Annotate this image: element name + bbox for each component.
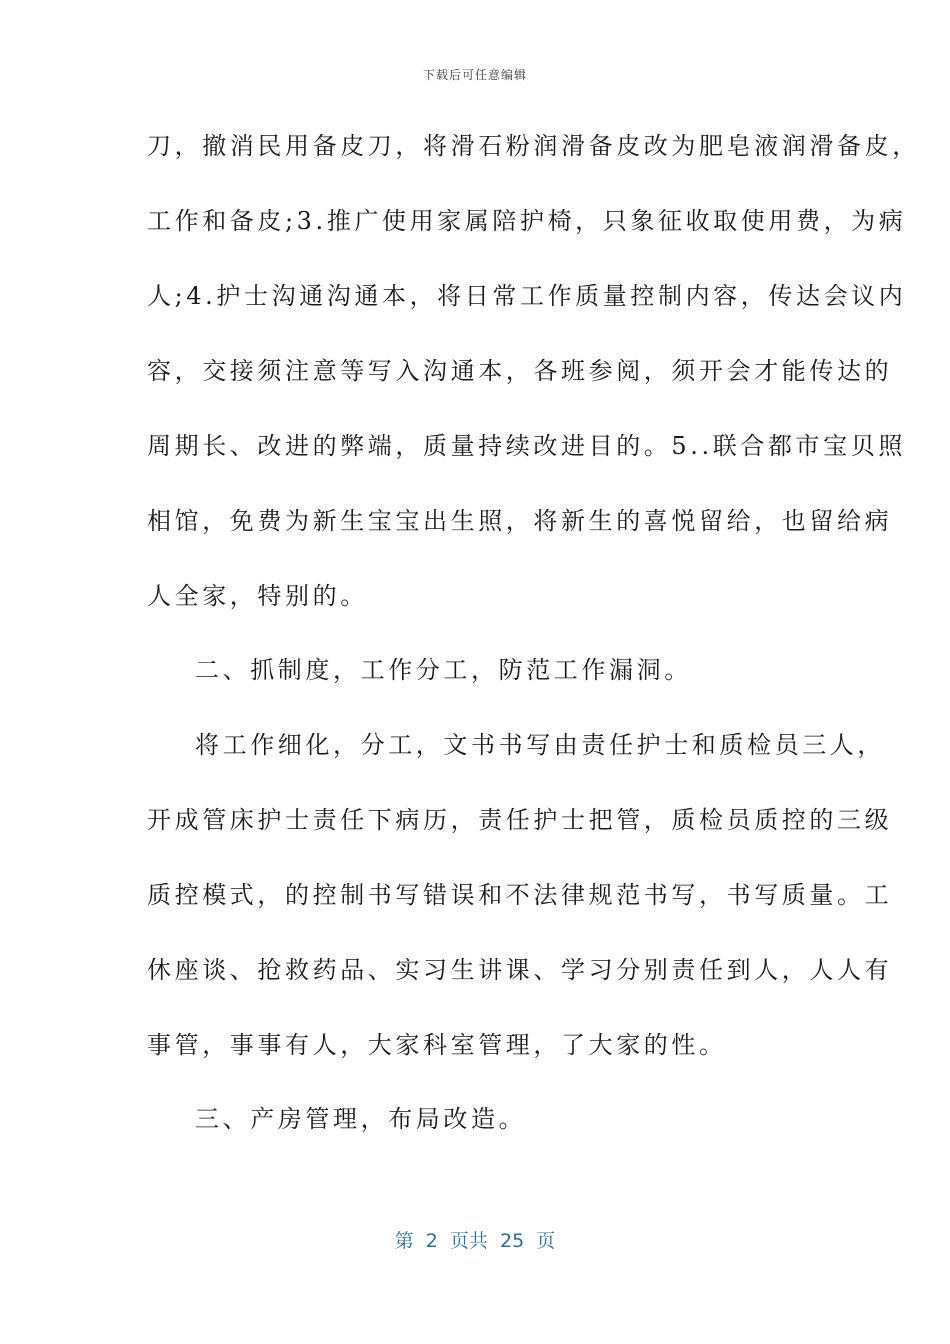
text-line: 事管，事事有人，大家科室管理，了大家的性。 <box>147 1031 727 1059</box>
text-line: 质控模式，的控制书写错误和不法律规范书写，书写质量。工 <box>147 881 893 909</box>
text-line: 工作和备皮;3.推广使用家属陪护椅，只象征收取使用费，为病 <box>147 207 907 235</box>
section-heading: 三、产房管理，布局改造。 <box>195 1105 527 1133</box>
paragraph-first-line: 将工作细化，分工，文书书写由责任护士和质检员三人， <box>195 731 885 759</box>
text-line: 开成管床护士责任下病历，责任护士把管，质检员质控的三级 <box>147 806 893 834</box>
text-line: 人;4.护士沟通沟通本，将日常工作质量控制内容，传达会议内 <box>147 282 907 310</box>
text-line: 容，交接须注意等写入沟通本，各班参阅，须开会才能传达的 <box>147 357 893 385</box>
page-header-note: 下载后可任意编辑 <box>422 68 527 82</box>
text-line: 人全家，特别的。 <box>147 582 368 610</box>
text-line: 相馆，免费为新生宝宝出生照，将新生的喜悦留给，也留给病 <box>147 507 893 535</box>
text-line: 周期长、改进的弊端，质量持续改进目的。5..联合都市宝贝照 <box>147 432 906 460</box>
page-number-footer: 第 2 页共 25 页 <box>394 1230 556 1252</box>
text-line: 休座谈、抢救药品、实习生讲课、学习分别责任到人，人人有 <box>147 956 893 984</box>
section-heading: 二、抓制度，工作分工，防范工作漏洞。 <box>195 656 692 684</box>
text-line: 刀，撤消民用备皮刀，将滑石粉润滑备皮改为肥皂液润滑备皮， <box>147 132 920 160</box>
